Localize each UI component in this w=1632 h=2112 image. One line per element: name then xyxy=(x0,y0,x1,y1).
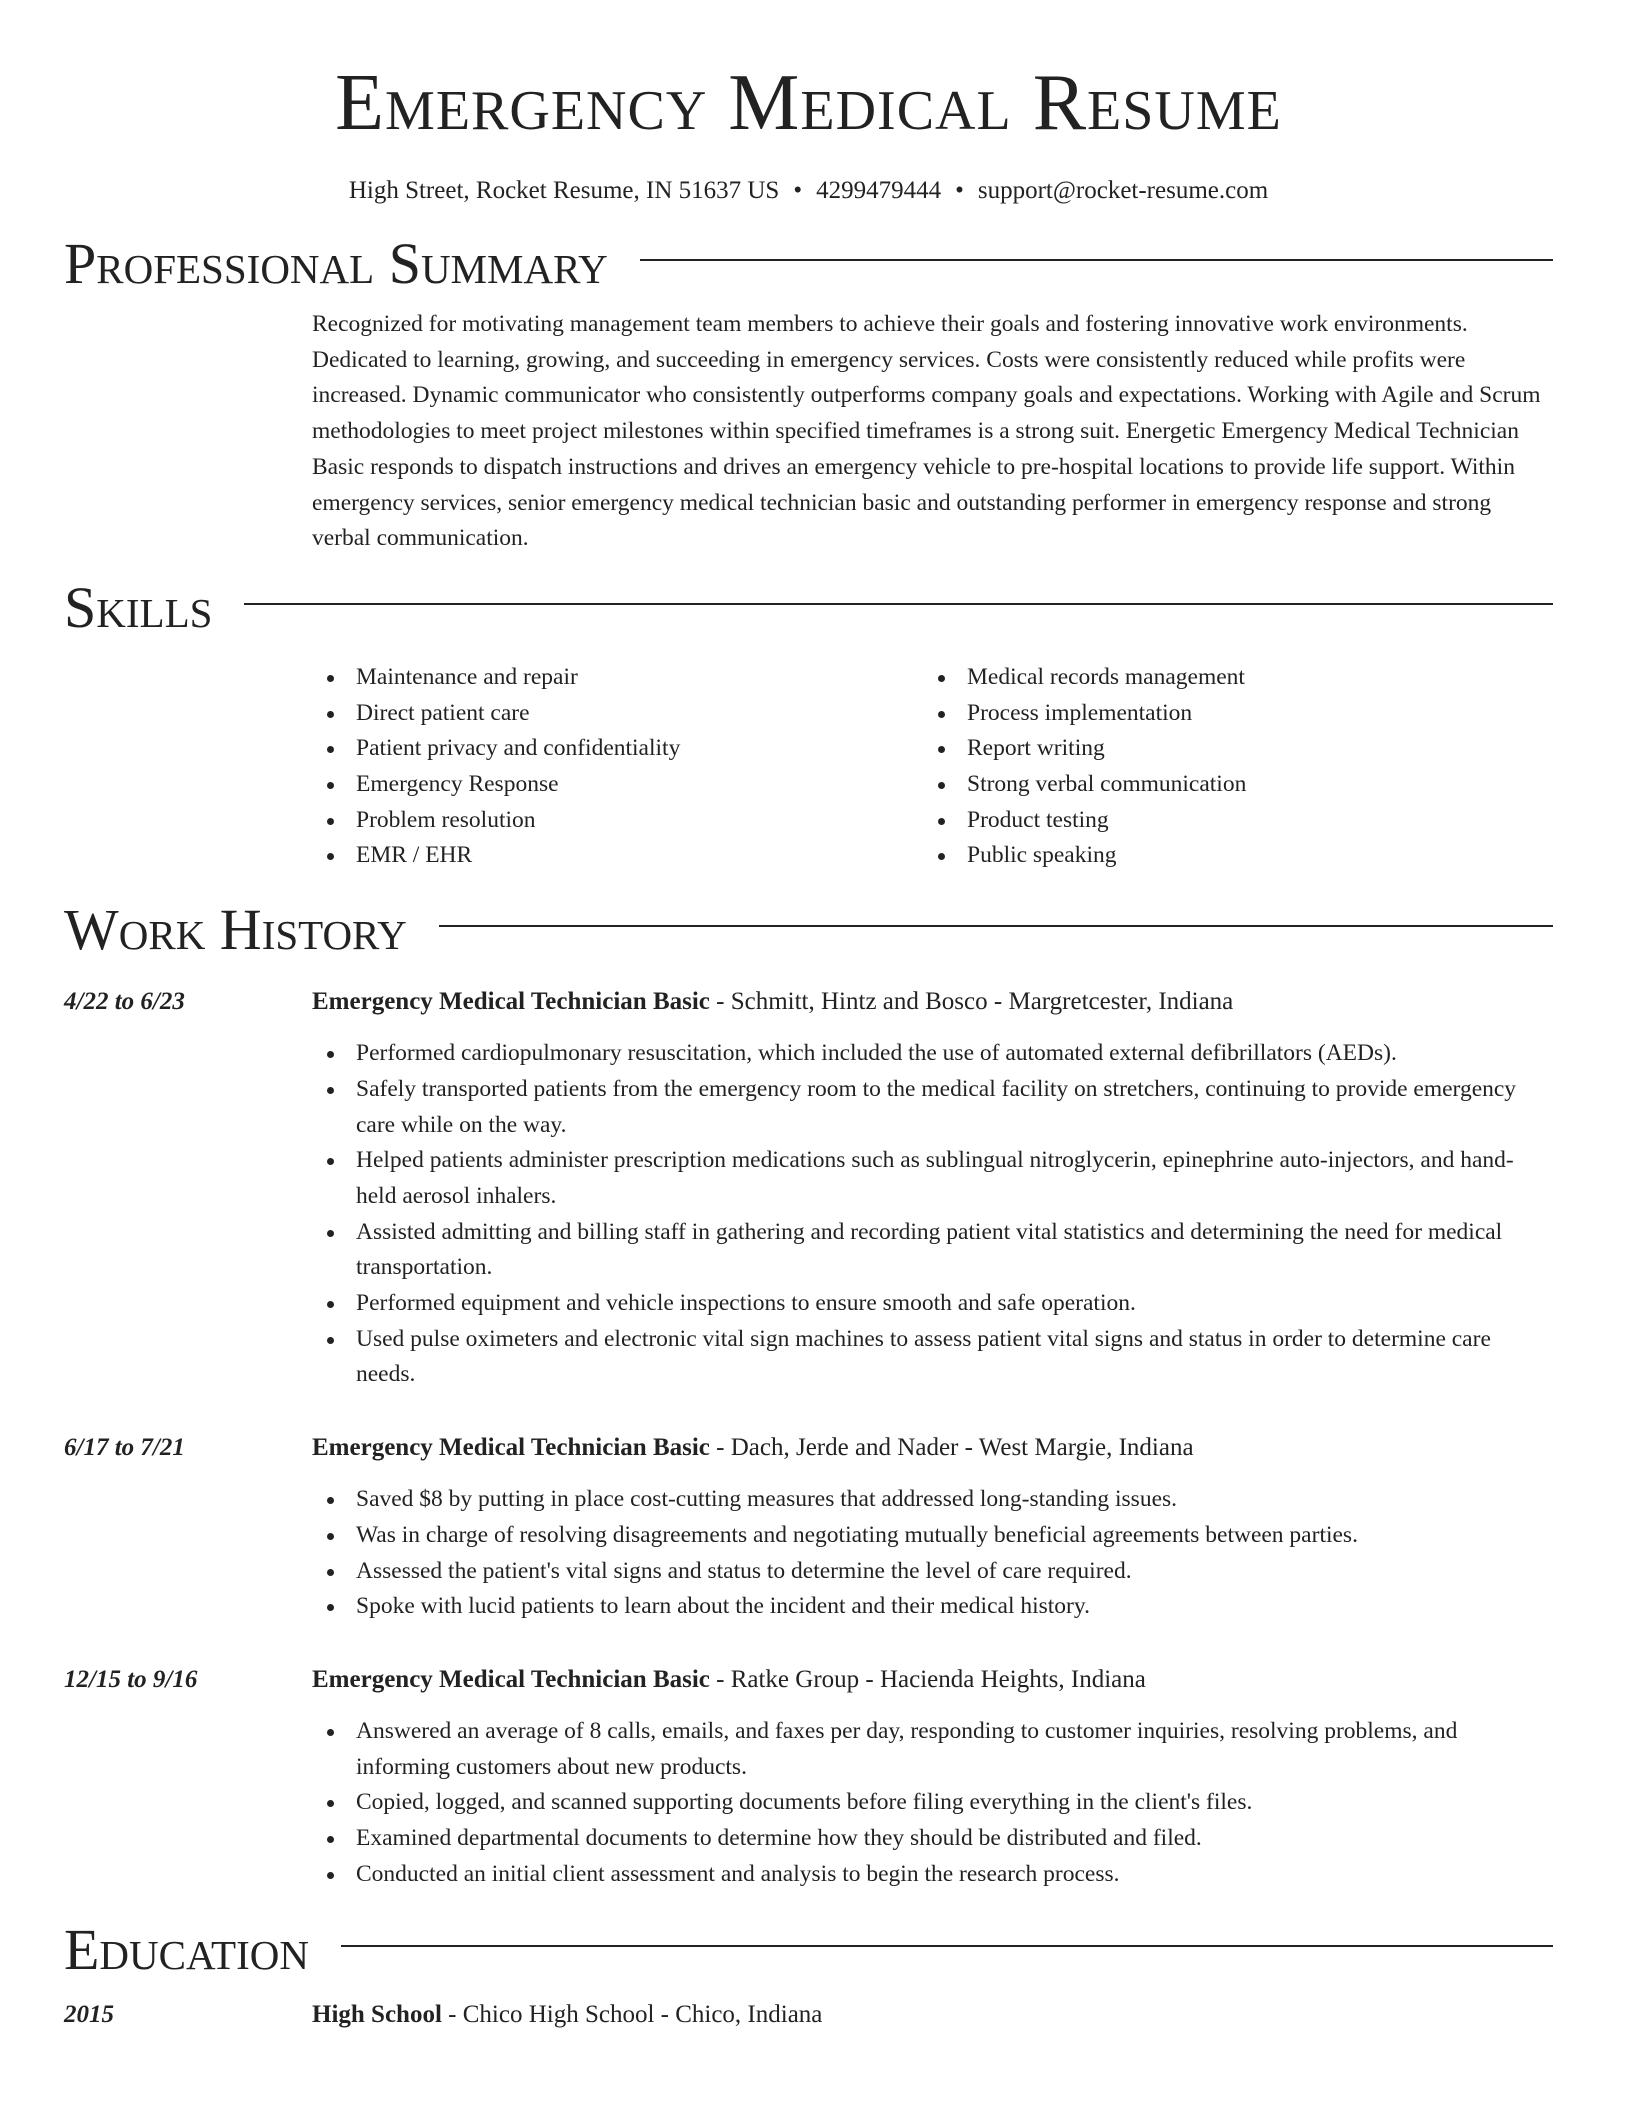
skill-item: Strong verbal communication xyxy=(923,767,1534,803)
summary-heading: Professional Summary xyxy=(64,231,608,296)
skills-list xyxy=(312,660,1553,874)
job-bullet: Saved $8 by putting in place cost-cutting measures that addressed long-standing issues. xyxy=(312,1482,1553,1518)
skill-item: Patient privacy and confidentiality xyxy=(312,731,923,767)
job-bullet: Answered an average of 8 calls, emails, and faxes per day, responding to customer inquiries, resolving problems, and informing customers about new products. xyxy=(312,1714,1553,1785)
skill-item: Public speaking xyxy=(923,838,1534,874)
education-school-location: - Chico High School - Chico, Indiana xyxy=(441,2000,823,2028)
job-title: Emergency Medical Technician Basic xyxy=(312,1665,710,1693)
skill-item: Medical records management xyxy=(923,660,1534,696)
skill-item: Problem resolution xyxy=(312,803,923,839)
contact-address: High Street, Rocket Resume, IN 51637 US xyxy=(348,177,780,204)
section-divider xyxy=(341,1945,1553,1947)
section-divider xyxy=(244,603,1553,605)
contact-line xyxy=(64,175,1553,207)
section-divider xyxy=(439,925,1553,927)
job-bullet: Helped patients administer prescription medications such as sublingual nitroglycerin, epinephrine auto-injectors, and hand-held aerosol inhalers. xyxy=(312,1143,1553,1214)
job-header xyxy=(64,986,1553,1018)
job-bullet: Was in charge of resolving disagreements and negotiating mutually beneficial agreements between parties. xyxy=(312,1518,1553,1554)
work-section-header xyxy=(64,898,1553,962)
job-bullet: Assisted admitting and billing staff in gathering and recording patient vital statistics and determining the need for medical transportation. xyxy=(312,1215,1553,1286)
resume-page xyxy=(64,0,1553,2031)
job-header xyxy=(64,1432,1553,1464)
job-entry xyxy=(64,1432,1553,1625)
job-bullets xyxy=(312,1036,1553,1393)
job-bullet: Spoke with lucid patients to learn about the incident and their medical history. xyxy=(312,1589,1553,1625)
job-dates: 4/22 to 6/23 xyxy=(64,988,185,1016)
summary-text: Recognized for motivating management team members to achieve their goals and fostering innovative work environments. Dedicated to learning, growing, and succeeding in emergency services. Costs were consistently reduced while profits were increased. Dynamic communicator who consistently outperforms company goals and expectations. Working with Agile and Scrum methodologies to meet project milestones within specified timeframes is a strong suit. Energetic Emergency Medical Technician Basic responds to dispatch instructions and drives an emergency vehicle to pre-hospital locations to provide life support. Within emergency services, senior emergency medical technician basic and outstanding performer in emergency response and strong verbal communication. xyxy=(312,311,1541,552)
work-heading: Work History xyxy=(64,897,407,963)
education-entry xyxy=(64,1999,1553,2031)
job-bullet: Examined departmental documents to determine how they should be distributed and filed. xyxy=(312,1821,1553,1857)
skills-heading: Skills xyxy=(64,574,213,640)
skill-item: Direct patient care xyxy=(312,696,923,732)
job-title: Emergency Medical Technician Basic xyxy=(312,988,710,1016)
job-bullets xyxy=(312,1714,1553,1893)
job-employer-location: - Dach, Jerde and Nader - West Margie, Indiana xyxy=(709,1434,1194,1462)
education-section-header xyxy=(64,1918,1553,1982)
job-employer-location: - Schmitt, Hintz and Bosco - Margretcester, Indiana xyxy=(709,988,1234,1016)
job-employer-location: - Ratke Group - Hacienda Heights, Indiana xyxy=(709,1665,1146,1693)
contact-phone: 4299479444 xyxy=(816,177,942,204)
education-heading: Education xyxy=(64,1916,309,1982)
contact-separator: • xyxy=(955,177,964,204)
contact-email: support@rocket-resume.com xyxy=(977,177,1269,204)
job-bullet: Performed cardiopulmonary resuscitation, which included the use of automated external defibrillators (AEDs). xyxy=(312,1036,1553,1072)
contact-separator: • xyxy=(793,177,803,204)
section-divider xyxy=(640,259,1553,261)
job-entry xyxy=(64,986,1553,1393)
education-header xyxy=(64,1999,1553,2031)
job-dates: 6/17 to 7/21 xyxy=(64,1434,185,1462)
skill-item: EMR / EHR xyxy=(312,838,923,874)
summary-section-header xyxy=(64,232,1553,296)
job-bullet: Conducted an initial client assessment and analysis to begin the research process. xyxy=(312,1857,1553,1893)
job-header xyxy=(64,1664,1553,1696)
job-dates: 12/15 to 9/16 xyxy=(64,1665,198,1693)
skill-item: Product testing xyxy=(923,803,1534,839)
skill-item: Process implementation xyxy=(923,696,1534,732)
skill-item: Report writing xyxy=(923,731,1534,767)
job-title: Emergency Medical Technician Basic xyxy=(312,1434,710,1462)
job-bullet: Performed equipment and vehicle inspections to ensure smooth and safe operation. xyxy=(312,1286,1553,1322)
summary-body xyxy=(312,307,1553,557)
job-entry xyxy=(64,1664,1553,1893)
education-degree: High School xyxy=(312,2000,442,2028)
skill-item: Emergency Response xyxy=(312,767,923,803)
skills-section-header xyxy=(64,576,1553,640)
job-bullets xyxy=(312,1482,1553,1625)
skills-column-right xyxy=(923,660,1534,874)
resume-title: Emergency Medical Resume xyxy=(335,59,1282,147)
skill-item: Maintenance and repair xyxy=(312,660,923,696)
skills-column-left xyxy=(312,660,923,874)
job-bullet: Assessed the patient's vital signs and status to determine the level of care required. xyxy=(312,1554,1553,1590)
education-year: 2015 xyxy=(64,2000,114,2028)
job-bullet: Safely transported patients from the emergency room to the medical facility on stretchers, continuing to provide emergency care while on the way. xyxy=(312,1072,1553,1143)
job-bullet: Copied, logged, and scanned supporting documents before filing everything in the client's files. xyxy=(312,1785,1553,1821)
job-bullet: Used pulse oximeters and electronic vital sign machines to assess patient vital signs and status in order to determine care needs. xyxy=(312,1322,1553,1393)
